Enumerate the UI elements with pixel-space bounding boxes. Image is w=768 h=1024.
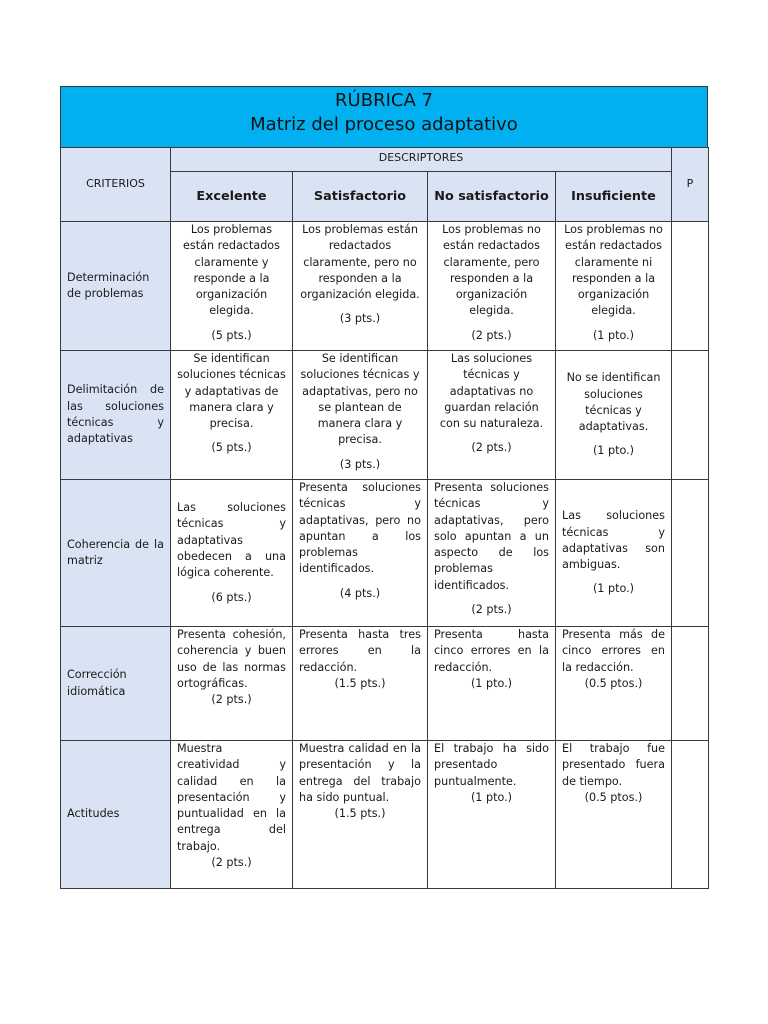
descriptor-cell [428, 222, 556, 351]
table-row [61, 351, 709, 480]
descriptor-cell [293, 627, 428, 741]
table-row [61, 627, 709, 741]
header-row-1 [61, 148, 709, 172]
points-text: (1 pto.) [470, 676, 513, 690]
points-text: (1 pto.) [592, 582, 635, 596]
points-text: (5 pts.) [211, 328, 252, 342]
descriptor-cell [171, 222, 293, 351]
descriptor-cell [293, 480, 428, 627]
points-text: (1 pto.) [592, 328, 635, 342]
criterion-cell: Determinación de problemas [61, 222, 171, 351]
descriptor-text: Las soluciones técnicas y adaptativas no guardan relación con su naturaleza. [439, 352, 544, 431]
criterion-cell: Corrección idiomática [61, 627, 171, 741]
points-text: (1 pto.) [470, 790, 513, 804]
level-no-satisfactorio: No satisfactorio [428, 172, 556, 222]
descriptor-cell [556, 741, 672, 889]
descriptor-text: Presenta cohesión, coherencia y buen uso de las normas ortográficas. [177, 628, 286, 690]
descriptor-cell [556, 222, 672, 351]
descriptor-cell [556, 480, 672, 627]
points-text: (1 pto.) [592, 444, 635, 458]
descriptor-text: Los problemas no están redactados claramente ni responden a la organización elegida. [564, 223, 663, 318]
descriptor-text: Los problemas están redactados claramente y responde a la organización elegida. [183, 223, 280, 318]
descriptor-text: Las soluciones técnicas y adaptativas son ambiguas. [562, 509, 665, 572]
points-cell [672, 222, 709, 351]
descriptor-text: Presenta hasta cinco errores en la redacción. [434, 628, 549, 674]
level-satisfactorio: Satisfactorio [293, 172, 428, 222]
descriptor-text: No se identifican soluciones técnicas y adaptativas. [566, 371, 661, 434]
descriptor-cell [428, 480, 556, 627]
level-insuficiente: Insuficiente [556, 172, 672, 222]
points-text: (0.5 ptos.) [584, 676, 643, 690]
descriptor-text: El trabajo ha sido presentado puntualmente. [434, 742, 549, 788]
points-text: (6 pts.) [211, 590, 252, 604]
descriptor-cell [171, 351, 293, 480]
descriptor-cell [428, 627, 556, 741]
points-text: (3 pts.) [339, 457, 381, 471]
points-text: (4 pts.) [339, 586, 381, 600]
points-text: (0.5 ptos.) [584, 790, 643, 804]
descriptor-cell [556, 351, 672, 480]
criterion-cell: Actitudes [61, 741, 171, 889]
title-line-2: Matriz del proceso adaptativo [250, 114, 518, 135]
descriptor-cell [293, 222, 428, 351]
title-line-1: RÚBRICA 7 [335, 90, 433, 111]
descriptor-cell [171, 741, 293, 889]
descriptor-cell [428, 741, 556, 889]
descriptor-cell [293, 741, 428, 889]
descriptor-cell [171, 480, 293, 627]
table-row [61, 741, 709, 889]
points-column-header: P [672, 148, 709, 222]
points-cell [672, 741, 709, 889]
descriptor-text: Los problemas están redactados claramente, pero no responden a la organización elegida. [300, 223, 420, 302]
descriptor-text: Se identifican soluciones técnicas y adaptativas, pero no se plantean de manera clara y precisa. [300, 352, 420, 447]
title-banner [60, 86, 708, 147]
descriptor-text: Muestra calidad en la presentación y la entrega del trabajo ha sido puntual. [299, 742, 421, 804]
points-text: (2 pts.) [211, 856, 252, 870]
descriptor-cell [171, 627, 293, 741]
descriptor-cell [556, 627, 672, 741]
points-cell [672, 351, 709, 480]
descriptor-text: Presenta hasta tres errores en la redacción. [299, 628, 421, 674]
descriptor-text: Se identifican soluciones técnicas y adaptativas de manera clara y precisa. [177, 352, 286, 431]
level-excelente: Excelente [171, 172, 293, 222]
descriptor-text: Las soluciones técnicas y adaptativas obedecen a una lógica coherente. [177, 501, 286, 580]
criterion-cell: Coherencia de la matriz [61, 480, 171, 627]
descriptor-text: Presenta soluciones técnicas y adaptativas, pero no apuntan a los problemas identificados. [299, 481, 421, 576]
points-text: (2 pts.) [211, 693, 252, 707]
table-row [61, 222, 709, 351]
descriptores-header: DESCRIPTORES [171, 148, 672, 172]
points-cell [672, 627, 709, 741]
descriptor-text: Presenta más de cinco errores en la redacción. [562, 628, 665, 674]
points-text: (2 pts.) [471, 328, 512, 342]
descriptor-text: Los problemas no están redactados claramente, pero responden a la organización elegida. [442, 223, 541, 318]
points-text: (2 pts.) [471, 441, 512, 455]
points-text: (1.5 pts.) [334, 807, 386, 821]
points-text: (5 pts.) [211, 441, 252, 455]
table-row [61, 480, 709, 627]
descriptor-cell [428, 351, 556, 480]
points-text: (3 pts.) [339, 312, 381, 326]
descriptor-cell [293, 351, 428, 480]
criterios-header: CRITERIOS [61, 148, 171, 222]
descriptor-text: Presenta soluciones técnicas y adaptativas, pero solo apuntan a un aspecto de los problemas identificados. [434, 481, 549, 592]
criterion-cell: Delimitación de las soluciones técnicas y adaptativas [61, 351, 171, 480]
points-text: (1.5 pts.) [334, 676, 386, 690]
rubric-table [60, 147, 709, 889]
descriptor-text: El trabajo fue presentado fuera de tiempo. [562, 742, 665, 788]
descriptor-text: Muestra creatividad y calidad en la presentación y puntualidad en la entrega del trabajo. [177, 742, 286, 853]
rubric-document [60, 86, 708, 889]
points-text: (2 pts.) [471, 603, 512, 617]
points-cell [672, 480, 709, 627]
